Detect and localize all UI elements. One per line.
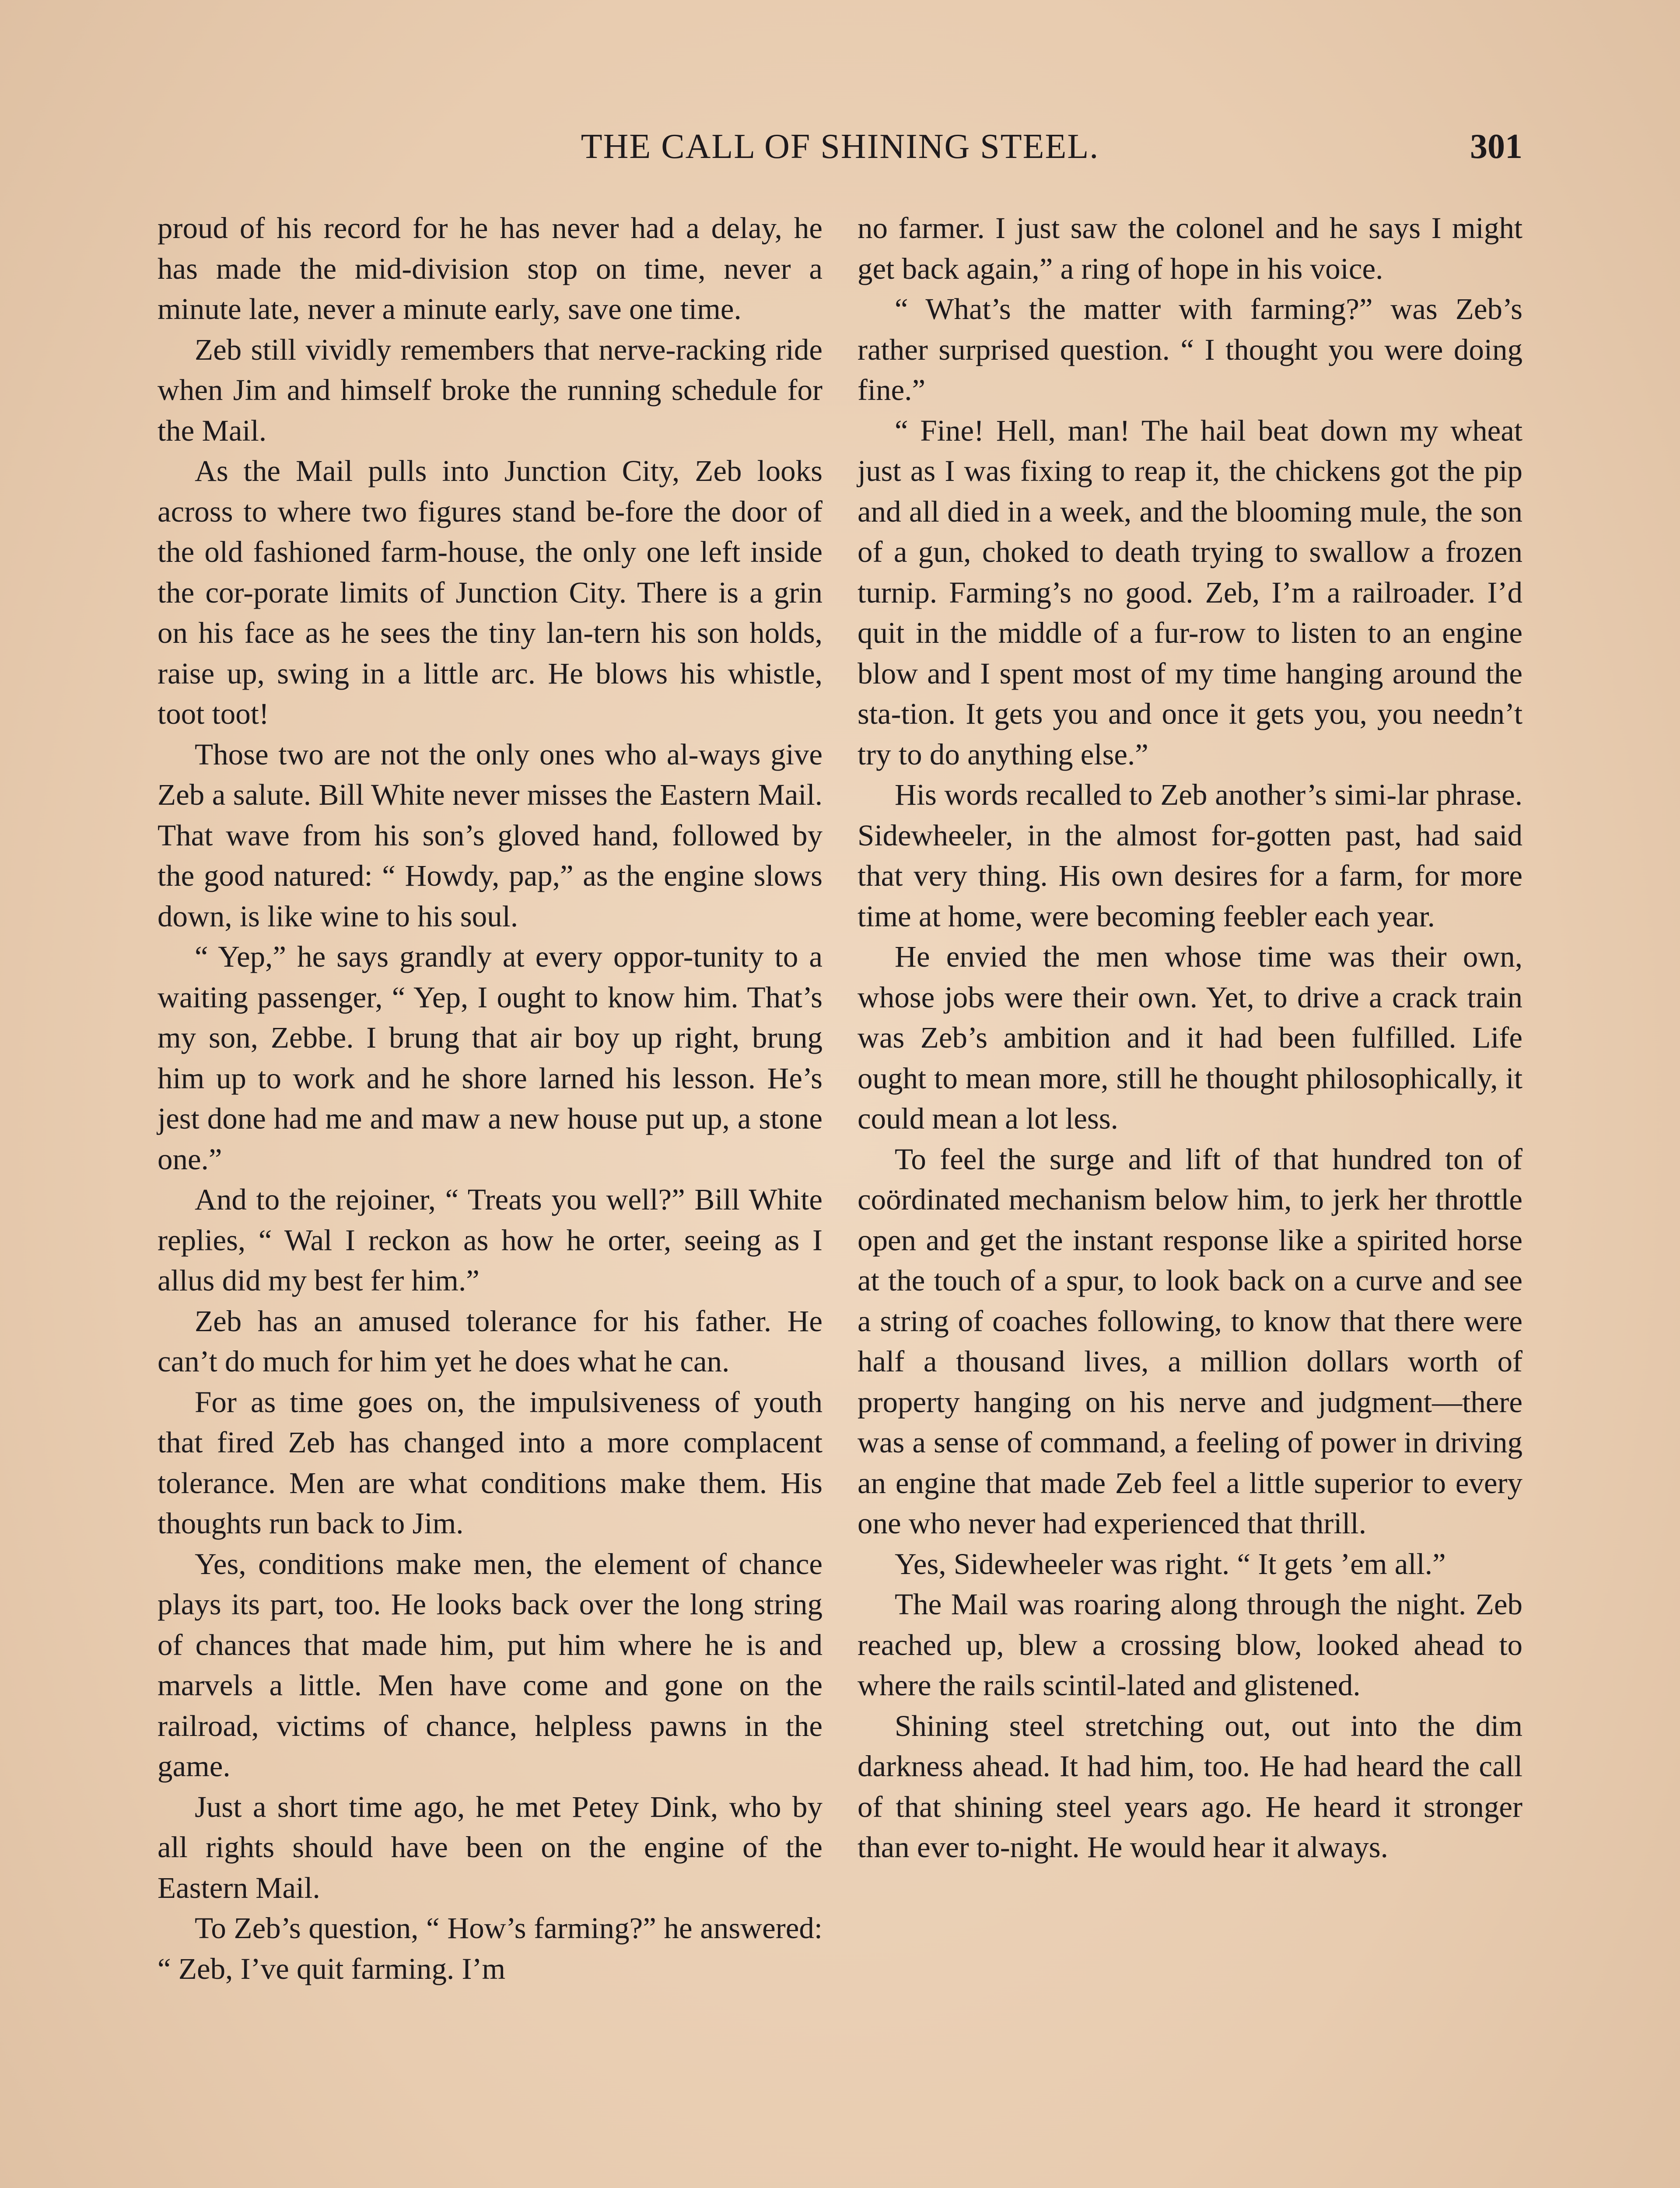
paragraph: For as time goes on, the impulsiveness of youth that fired Zeb has changed into a more complacent tolerance. Men are what conditions make them. His thoughts run back to Jim. [158,1385,822,1540]
paragraph: “ Fine! Hell, man! The hail beat down my wheat just as I was fixing to reap it, the chickens got the pip and all died in a week, and the blooming mule, the son of a gun, choked to death trying to swallow a frozen turnip. Farming’s no good. Zeb, I’m a railroader. I’d quit in the middle of a fur-row to listen to an engine blow and I spent most of my time hanging around the sta-tion. It gets you and once it gets you, you needn’t try to do anything else.” [858,414,1522,771]
paragraph: Those two are not the only ones who al-ways give Zeb a salute. Bill White never misses the Eastern Mail. That wave from his son’s gloved hand, followed by the good natured: “ Howdy, pap,” as the engine slows down, is like wine to his soul. [158,737,822,933]
running-head [158,127,1522,175]
paragraph: Yes, conditions make men, the element of chance plays its part, too. He looks back over the long string of chances that made him, put him where he is and marvels a little. Men have come and gone on the railroad, victims of chance, helpless pawns in the game. [158,1547,822,1783]
paragraph: no farmer. I just saw the colonel and he says I might get back again,” a ring of hope in his voice. [858,211,1522,285]
page-number: 301 [1470,127,1522,166]
paragraph: Zeb still vividly remembers that nerve-racking ride when Jim and himself broke the running schedule for the Mail. [158,333,822,447]
paragraph: And to the rejoiner, “ Treats you well?” Bill White replies, “ Wal I reckon as how he orter, seeing as I allus did my best fer him.” [158,1183,822,1297]
paragraph: To Zeb’s question, “ How’s farming?” he answered: “ Zeb, I’ve quit farming. I’m [158,1911,822,1985]
paragraph: His words recalled to Zeb another’s simi-lar phrase. Sidewheeler, in the almost for-gotten past, had said that very thing. His own desires for a farm, for more time at home, were becoming feebler each year. [858,778,1522,933]
paragraph: “ What’s the matter with farming?” was Zeb’s rather surprised question. “ I thought you were doing fine.” [858,292,1522,407]
paragraph: proud of his record for he has never had a delay, he has made the mid-division stop on time, never a minute late, never a minute early, save one time. [158,211,822,326]
paragraph: Zeb has an amused tolerance for his father. He can’t do much for him yet he does what he can. [158,1304,822,1378]
paragraph: The Mail was roaring along through the night. Zeb reached up, blew a crossing blow, looked ahead to where the rails scintil-lated and glistened. [858,1588,1522,1702]
right-column [858,208,1522,1868]
paragraph: “ Yep,” he says grandly at every oppor-tunity to a waiting passenger, “ Yep, I ought to know him. That’s my son, Zebbe. I brung that air boy up right, brung him up to work and he shore larned his lesson. He’s jest done had me and maw a new house put up, a stone one.” [158,940,822,1176]
paragraph: He envied the men whose time was their own, whose jobs were their own. Yet, to drive a crack train was Zeb’s ambition and it had been fulfilled. Life ought to mean more, still he thought philosophically, it could mean a lot less. [858,940,1522,1135]
left-column [158,208,822,1989]
paragraph: Yes, Sidewheeler was right. “ It gets ’em all.” [895,1547,1446,1581]
paragraph: As the Mail pulls into Junction City, Zeb looks across to where two figures stand be-fore the door of the old fashioned farm-house, the only one left inside the cor-porate limits of Junction City. There is a grin on his face as he sees the tiny lan-tern his son holds, raise up, swing in a little arc. He blows his whistle, toot toot! [158,454,822,730]
paragraph: Just a short time ago, he met Petey Dink, who by all rights should have been on the engine of the Eastern Mail. [158,1790,822,1904]
running-title: THE CALL OF SHINING STEEL. [581,127,1099,166]
paragraph: Shining steel stretching out, out into the dim darkness ahead. It had him, too. He had heard the call of that shining steel years ago. He heard it stronger than ever to-night. He would hear it always. [858,1709,1522,1864]
paragraph: To feel the surge and lift of that hundred ton of coördinated mechanism below him, to jerk her throttle open and get the instant response like a spirited horse at the touch of a spur, to look back on a curve and see a string of coaches following, to know that there were half a thousand lives, a million dollars worth of property hanging on his nerve and judgment—there was a sense of command, a feeling of power in driving an engine that made Zeb feel a little superior to every one who never had experienced that thrill. [858,1142,1522,1540]
